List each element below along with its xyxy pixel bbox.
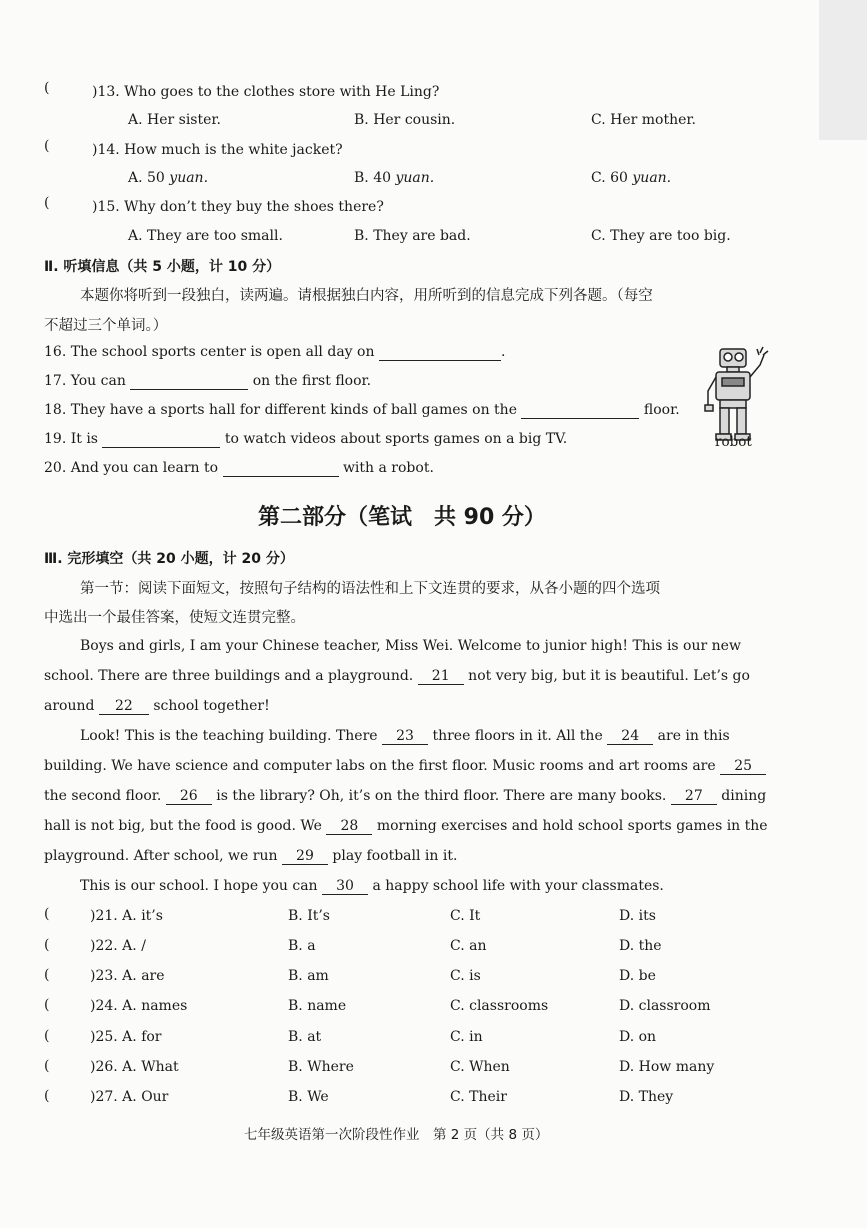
option-c[interactable]: C. classrooms [450, 998, 549, 1014]
cloze-blank-29[interactable]: 29 [282, 848, 328, 865]
section-3-instruction-cont: 中选出一个最佳答案，使短文连贯完整。 [44, 610, 305, 626]
q15-option-c: C. They are too big. [591, 228, 731, 244]
answer-paren: ( [44, 997, 50, 1013]
answer-blank-19[interactable] [102, 431, 220, 448]
option-b[interactable]: B. a [288, 938, 316, 954]
answer-paren: ( [44, 1028, 50, 1044]
answer-paren: ( [44, 1088, 50, 1104]
q14-option-a: A. 50 yuan. [128, 170, 209, 186]
passage-line: Look! This is the teaching building. There 23 three floors in it. All the 24 are in this [80, 728, 730, 744]
passage-line: hall is not big, but the food is good. We 28 morning exercises and hold school sports games in the [44, 818, 768, 834]
answer-paren: ( [44, 195, 50, 211]
cloze-blank-21[interactable]: 21 [418, 668, 464, 685]
option-d[interactable]: D. on [619, 1029, 657, 1045]
option-a[interactable]: )21. A. it’s [90, 908, 163, 924]
option-d[interactable]: D. classroom [619, 998, 711, 1014]
question-14-stem: )14. How much is the white jacket? [92, 142, 343, 158]
q13-option-b: B. Her cousin. [354, 112, 456, 128]
cloze-blank-24[interactable]: 24 [607, 728, 653, 745]
option-a[interactable]: )25. A. for [90, 1029, 162, 1045]
option-a[interactable]: )26. A. What [90, 1059, 179, 1075]
section-2-instruction: 本题你将听到一段独白，读两遍。请根据独白内容，用所听到的信息完成下列各题。（每空 [80, 288, 653, 304]
page-edge-shadow [819, 0, 867, 140]
answer-blank-16[interactable] [379, 344, 501, 361]
passage-line: Boys and girls, I am your Chinese teacher, Miss Wei. Welcome to junior high! This is our new [80, 638, 741, 654]
answer-paren: ( [44, 80, 50, 96]
q14-option-b: B. 40 yuan. [354, 170, 435, 186]
passage-line: building. We have science and computer labs on the first floor. Music rooms and art rooms are 25 [44, 758, 766, 775]
answer-paren: ( [44, 967, 50, 983]
cloze-blank-25[interactable]: 25 [720, 758, 766, 775]
cloze-blank-28[interactable]: 28 [326, 818, 372, 835]
option-a[interactable]: )24. A. names [90, 998, 188, 1014]
option-b[interactable]: B. Where [288, 1059, 354, 1075]
option-d[interactable]: D. They [619, 1089, 674, 1105]
section-2-title: Ⅱ. 听填信息（共 5 小题，计 10 分） [44, 259, 281, 275]
section-3-instruction: 第一节：阅读下面短文，按照句子结构的语法性和上下文连贯的要求，从各小题的四个选项 [80, 581, 660, 597]
option-c[interactable]: C. It [450, 908, 481, 924]
cloze-blank-22[interactable]: 22 [99, 698, 149, 715]
option-d[interactable]: D. be [619, 968, 656, 984]
cloze-blank-26[interactable]: 26 [166, 788, 212, 805]
fill-item-16: 16. The school sports center is open all day on . [44, 344, 506, 360]
option-c[interactable]: C. an [450, 938, 487, 954]
section-2-instruction-cont: 不超过三个单词。） [44, 318, 168, 334]
passage-line: playground. After school, we run 29 play football in it. [44, 848, 458, 864]
answer-paren: ( [44, 138, 50, 154]
q13-option-c: C. Her mother. [591, 112, 696, 128]
q15-option-a: A. They are too small. [128, 228, 283, 244]
option-c[interactable]: C. in [450, 1029, 483, 1045]
question-13-stem: )13. Who goes to the clothes store with He Ling? [92, 84, 440, 100]
option-c[interactable]: C. is [450, 968, 481, 984]
q13-option-a: A. Her sister. [128, 112, 222, 128]
answer-blank-18[interactable] [521, 402, 639, 419]
robot-label: robot [715, 434, 752, 450]
answer-paren: ( [44, 1058, 50, 1074]
option-a[interactable]: )22. A. / [90, 938, 146, 954]
fill-item-20: 20. And you can learn to with a robot. [44, 460, 434, 476]
fill-item-19: 19. It is to watch videos about sports games on a big TV. [44, 431, 568, 447]
answer-blank-17[interactable] [130, 373, 248, 390]
option-b[interactable]: B. We [288, 1089, 329, 1105]
part-2-title: 第二部分（笔试 共 90 分） [258, 505, 546, 530]
passage-line: school. There are three buildings and a playground. 21 not very big, but it is beautiful. Let’s go [44, 668, 750, 684]
option-c[interactable]: C. When [450, 1059, 510, 1075]
q14-option-c: C. 60 yuan. [591, 170, 672, 186]
answer-blank-20[interactable] [223, 460, 339, 477]
fill-item-18: 18. They have a sports hall for different kinds of ball games on the floor. [44, 402, 680, 418]
passage-line: This is our school. I hope you can 30 a happy school life with your classmates. [80, 878, 664, 894]
option-b[interactable]: B. name [288, 998, 347, 1014]
option-d[interactable]: D. How many [619, 1059, 715, 1075]
option-d[interactable]: D. the [619, 938, 662, 954]
passage-line: around 22 school together! [44, 698, 270, 714]
option-b[interactable]: B. It’s [288, 908, 330, 924]
option-b[interactable]: B. at [288, 1029, 322, 1045]
cloze-blank-27[interactable]: 27 [671, 788, 717, 805]
fill-item-17: 17. You can on the first floor. [44, 373, 372, 389]
section-3-title: Ⅲ. 完形填空（共 20 小题，计 20 分） [44, 551, 294, 567]
cloze-blank-23[interactable]: 23 [382, 728, 428, 745]
page-footer: 七年级英语第一次阶段性作业 第 2 页（共 8 页） [244, 1127, 549, 1143]
option-c[interactable]: C. Their [450, 1089, 507, 1105]
answer-paren: ( [44, 937, 50, 953]
option-a[interactable]: )23. A. are [90, 968, 165, 984]
q15-option-b: B. They are bad. [354, 228, 471, 244]
answer-paren: ( [44, 906, 50, 922]
cloze-blank-30[interactable]: 30 [322, 878, 368, 895]
question-15-stem: )15. Why don’t they buy the shoes there? [92, 199, 384, 215]
passage-line: the second floor. 26 is the library? Oh, it’s on the third floor. There are many books. 27 dining [44, 788, 767, 804]
option-b[interactable]: B. am [288, 968, 329, 984]
option-a[interactable]: )27. A. Our [90, 1089, 169, 1105]
option-d[interactable]: D. its [619, 908, 656, 924]
